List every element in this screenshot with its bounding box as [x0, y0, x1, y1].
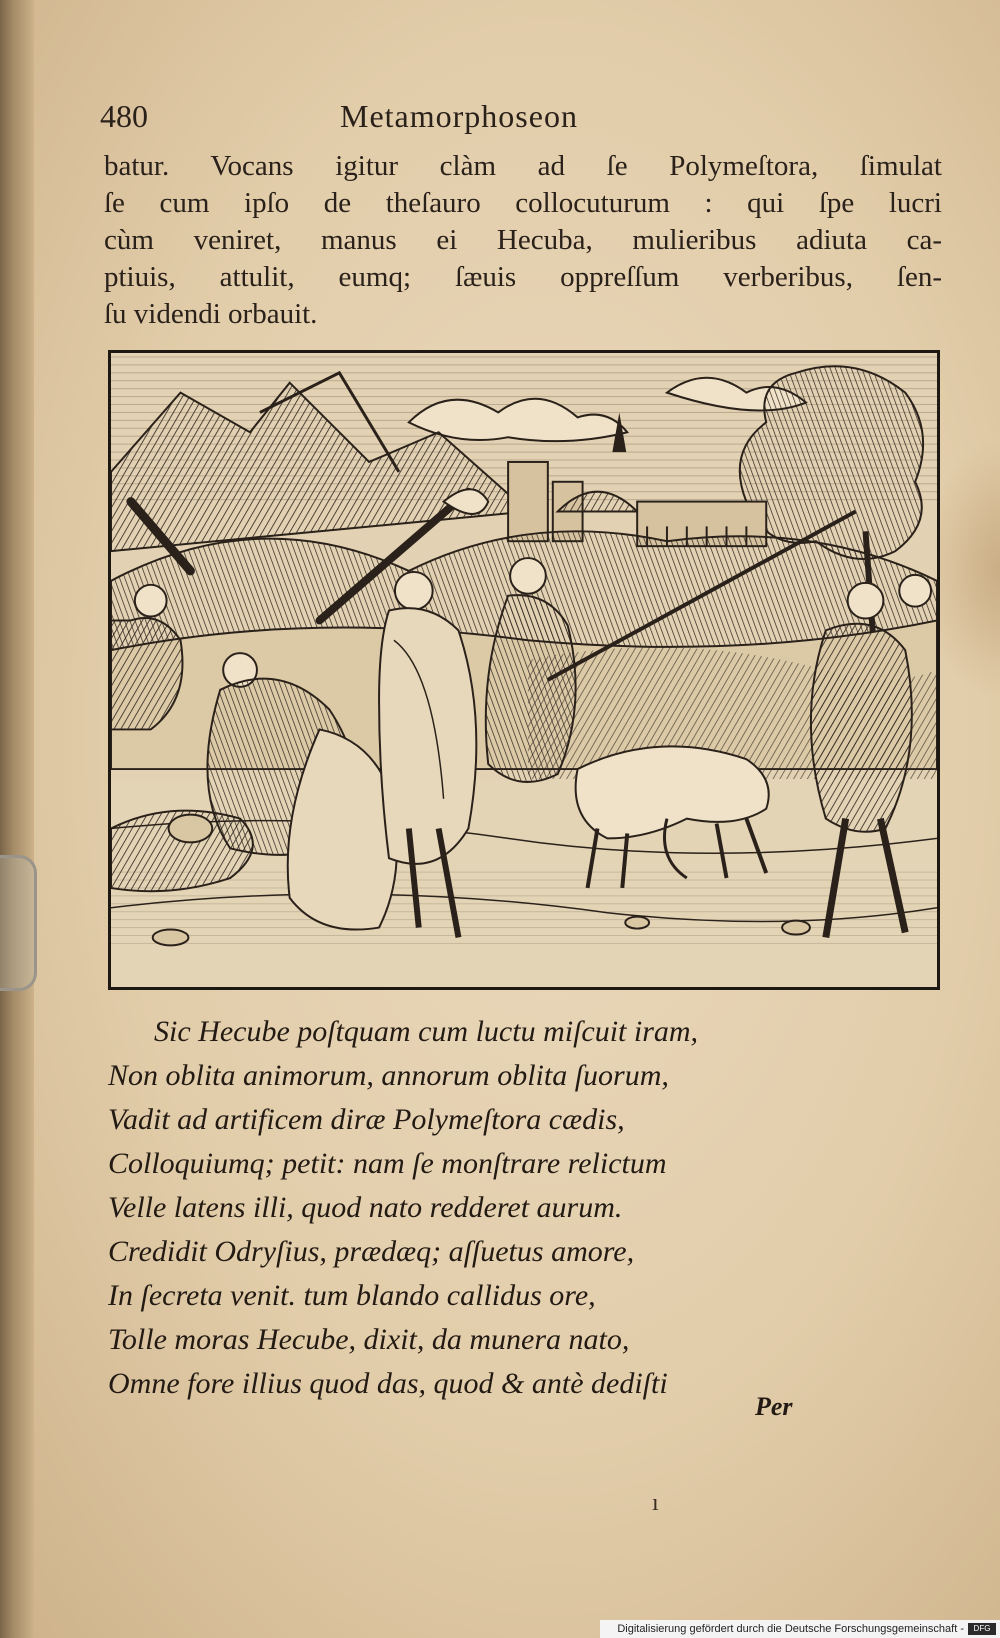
woodcut-scene-image — [111, 353, 937, 987]
folio-number: 480 — [100, 98, 148, 134]
verse-line: Vadit ad artificem diræ Polymeſtora cædis, — [108, 1103, 625, 1136]
prose-paragraph — [104, 148, 942, 333]
verse-line: Credidit Odryſius, prædæq; aſſuetus amore, — [108, 1235, 635, 1268]
prose-line: ptiuis, attulit, eumq; ſæuis oppreſſum verberibus, ſen- — [104, 261, 942, 293]
running-head — [100, 98, 960, 138]
footer-text: Digitalisierung gefördert durch die Deutsche Forschungsgemeinschaft - — [617, 1623, 964, 1635]
prose-line: ſu videndi orbauit. — [104, 298, 318, 330]
verse-line: In ſecreta venit. tum blando callidus ore, — [108, 1279, 596, 1312]
verse-line: Sic Hecube poſtquam cum luctu miſcuit iram, — [154, 1015, 699, 1048]
woodcut-illustration — [108, 350, 940, 990]
catchword: Per — [755, 1392, 793, 1421]
page-clip — [0, 855, 37, 991]
verse-line: Colloquiumq; petit: nam ſe monſtrare relictum — [108, 1147, 667, 1180]
dfg-logo-icon: DFG — [968, 1623, 996, 1635]
prose-line: batur. Vocans igitur clàm ad ſe Polymeſtora, ſimulat — [104, 150, 942, 182]
verse-line: Velle latens illi, quod nato redderet aurum. — [108, 1191, 623, 1224]
verse-line: Omne fore illius quod das, quod & antè dediſti — [108, 1367, 668, 1400]
running-title: Metamorphoseon — [340, 98, 578, 134]
digitization-footer — [600, 1620, 1000, 1638]
verse-line: Non oblita animorum, annorum oblita ſuorum, — [108, 1059, 669, 1092]
signature-mark: ı — [652, 1490, 659, 1516]
verse-line: Tolle moras Hecube, dixit, da munera nato, — [108, 1323, 630, 1356]
prose-line: ſe cum ipſo de theſauro collocuturum : qui ſpe lucri — [104, 187, 942, 219]
page-gutter-shadow — [0, 0, 34, 1638]
verse-block — [108, 1010, 968, 1406]
prose-line: cùm veniret, manus ei Hecuba, mulieribus adiuta ca- — [104, 224, 942, 256]
